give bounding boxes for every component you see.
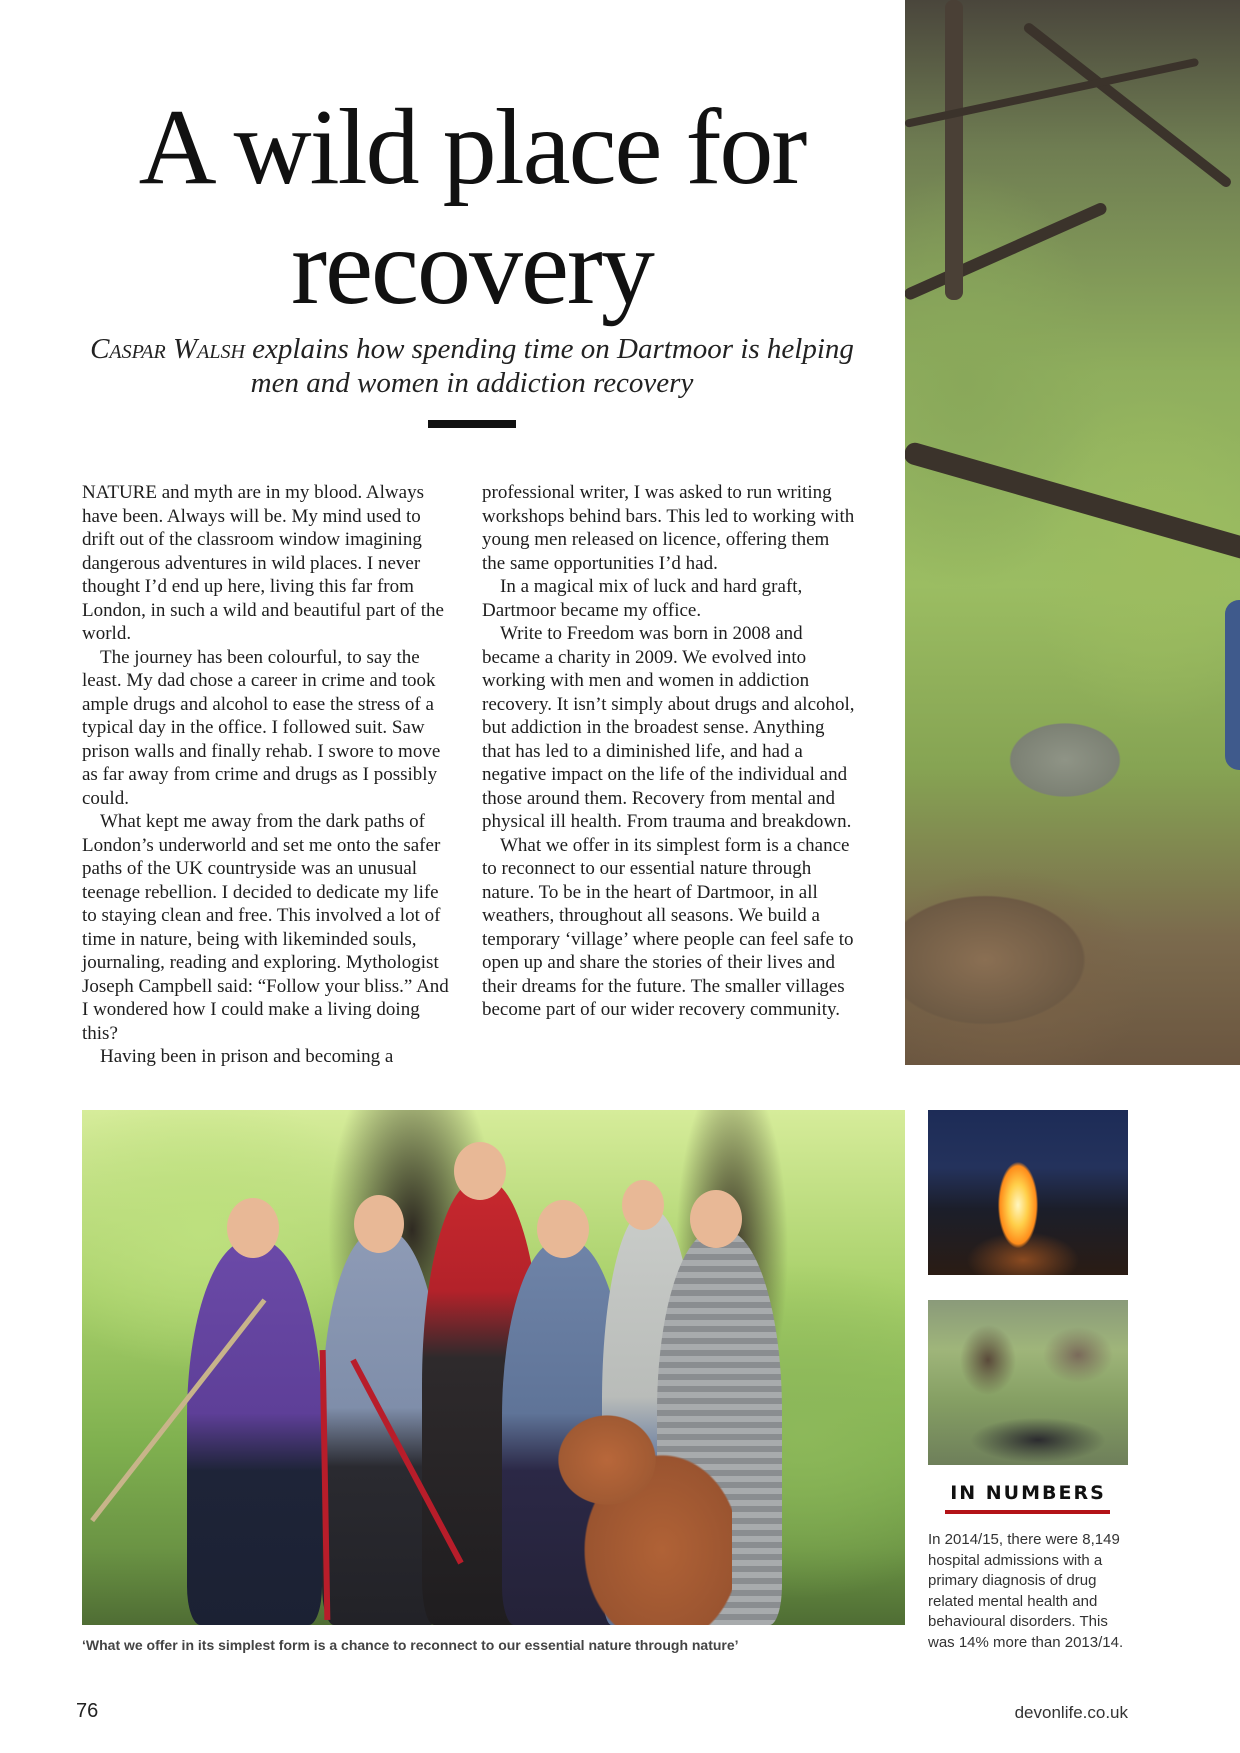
group-photo [82,1110,905,1625]
headline-divider [428,420,516,428]
campfire-photo [928,1110,1128,1275]
body-paragraph: The journey has been colourful, to say the least. My dad chose a career in crime and took ample drugs and alcohol to ease the stress of a typical day in the office. I followed suit. Saw prison walls and finally rehab. I swore to move as far away from crime and drugs as I possibly could. [82,646,441,809]
body-paragraph: Write to Freedom was born in 2008 and became a charity in 2009. We evolved into working with men and women in addiction recovery. It isn’t simply about drugs and alcohol, but addiction in the broadest sense. Anything that has led to a diminished life, and had a negative impact on the life of the individual and those around them. Recovery from mental and physical ill health. From trauma and breakdown. [482,623,855,832]
in-numbers-underline [945,1510,1110,1514]
body-paragraph: Having been in prison and becoming a [100,1046,394,1067]
body-paragraph: What kept me away from the dark paths of London’s underworld and set me onto the safer paths of the UK countryside was an unusual teenage rebellion. I decided to dedicate my life to staying clean and free. This involved a lot of time in nature, being with likeminded souls, journaling, reading and exploring. Mythologist Joseph Campbell said: “Follow your bliss.” And I wondered how I could make a living doing this? [82,811,449,1044]
site-url: devonlife.co.uk [1014,1703,1128,1722]
standfirst-text: explains how spending time on Dartmoor is helping men and women in addiction recovery [244,333,854,399]
standfirst [82,332,862,400]
dog [542,1410,732,1625]
body-column-right [482,481,857,1022]
group-circle-photo [928,1300,1128,1465]
in-numbers-text: In 2014/15, there were 8,149 hospital admissions with a primary diagnosis of drug related mental health and behavioural disorders. This was 14% more than 2013/14. [928,1531,1124,1651]
body-column-left [82,481,457,1069]
author-name: Caspar Walsh [90,333,245,365]
headline: A wild place for recovery [138,88,806,327]
body-paragraph: What we offer in its simplest form is a chance to reconnect to our essential nature through nature. To be in the heart of Dartmoor, in all weathers, throughout all seasons. We build a temporary ‘village’ where people can feel safe to open up and share the stories of their lives and their dreams for the future. The smaller villages become part of our wider recovery community. [482,834,854,1020]
page-number: 76 [76,1700,99,1722]
moorland-photo [905,0,1240,1065]
in-numbers-heading: IN NUMBERS [950,1482,1106,1504]
photo-caption: ‘What we offer in its simplest form is a chance to reconnect to our essential nature through nature’ [82,1637,739,1653]
body-paragraph: In a magical mix of luck and hard graft, Dartmoor became my office. [482,576,803,621]
body-paragraph: NATURE and myth are in my blood. Always have been. Always will be. My mind used to drift out of the classroom window imagining dangerous adventures in wild places. I never thought I’d end up here, living this far from London, in such a wild and beautiful part of the world. [82,482,444,644]
body-paragraph: professional writer, I was asked to run writing workshops behind bars. This led to working with young men released on licence, offering them the same opportunities I’d had. [482,482,855,574]
